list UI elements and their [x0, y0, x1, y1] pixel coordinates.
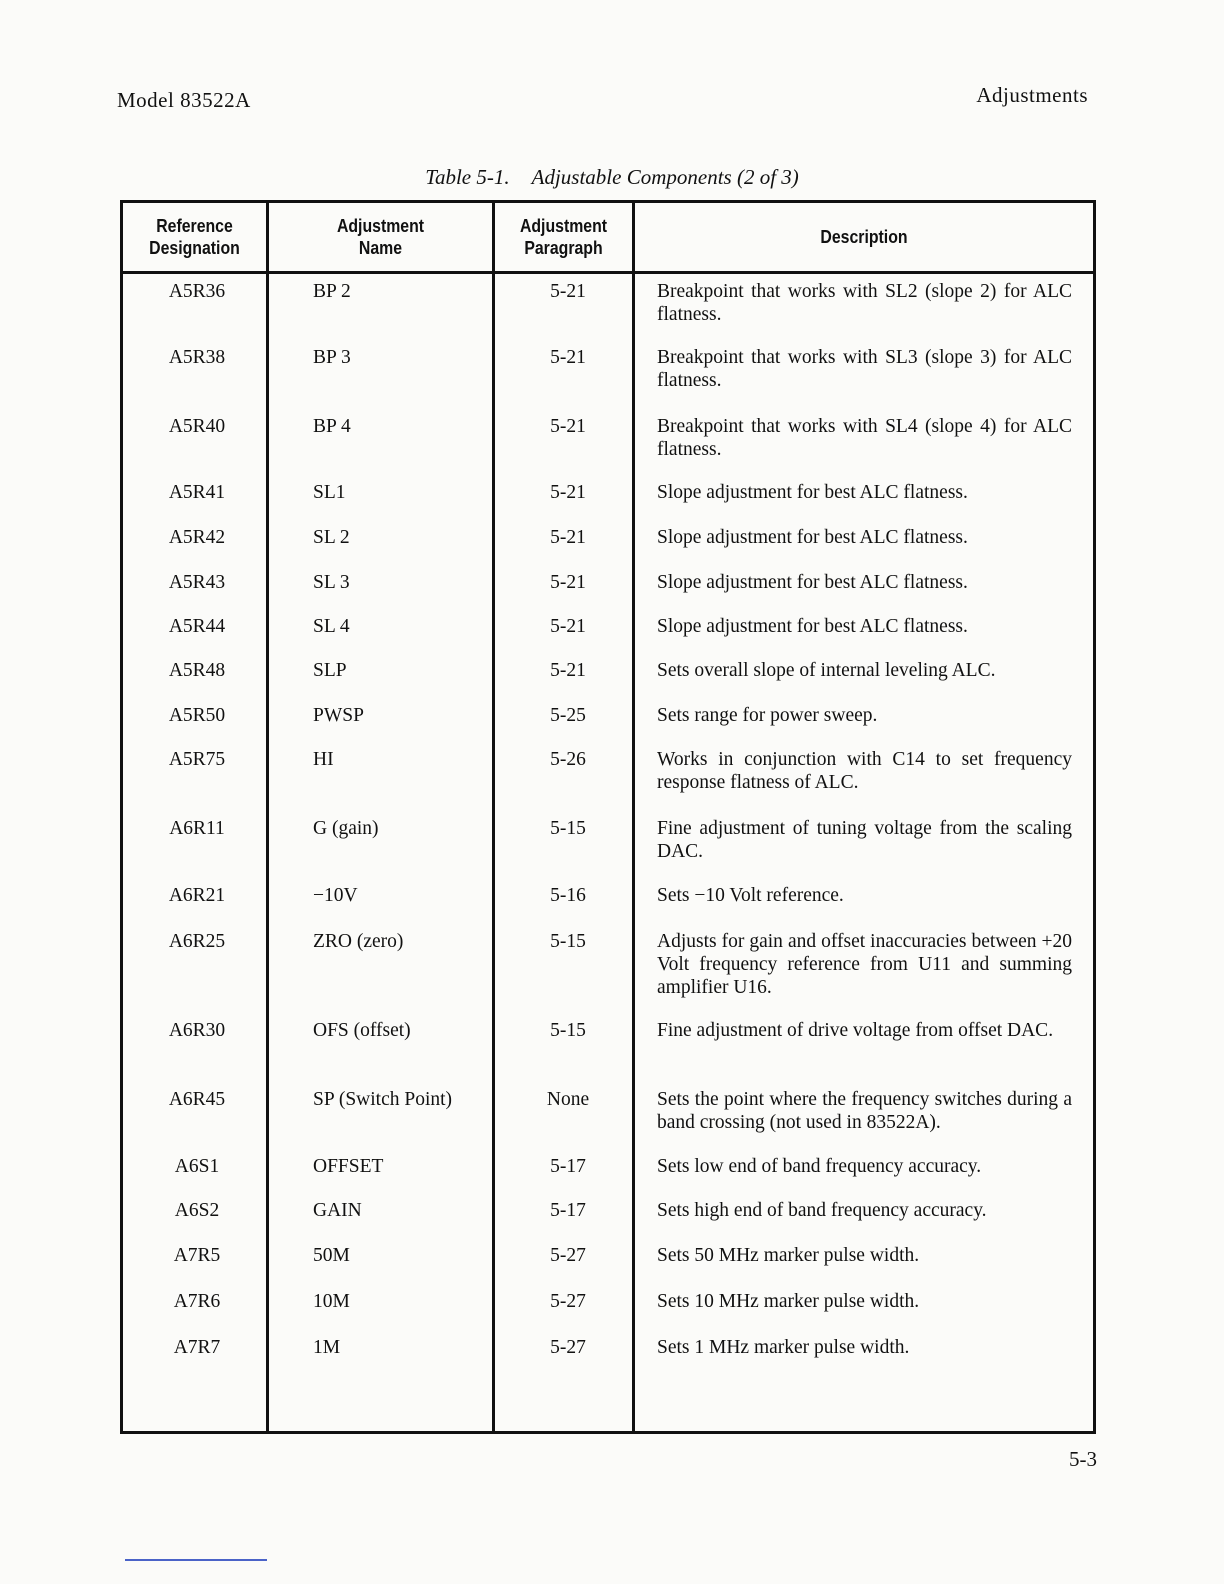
- adjustment-name-cell: SL 4: [313, 616, 350, 637]
- adjustment-paragraph-cell: 5-27: [550, 1245, 586, 1266]
- adjustment-name-cell: HI: [313, 749, 334, 770]
- description-cell: Sets 10 MHz marker pulse width.: [657, 1291, 920, 1312]
- adjustment-name-cell: 1M: [313, 1337, 341, 1358]
- adjustment-paragraph-cell: 5-27: [550, 1291, 586, 1312]
- adjustment-paragraph-cell: 5-27: [550, 1337, 586, 1358]
- reference-designation-cell: A5R44: [168, 616, 226, 637]
- reference-designation-cell: A7R7: [173, 1337, 221, 1358]
- reference-designation-cell: A6R11: [169, 818, 225, 839]
- description-cell: Sets low end of band frequency accuracy.: [657, 1156, 982, 1177]
- column-header-description: Description: [820, 227, 908, 247]
- adjustment-paragraph-cell: 5-16: [550, 885, 586, 906]
- adjustment-paragraph-cell: 5-21: [550, 527, 586, 548]
- adjustment-name-cell: PWSP: [313, 705, 364, 726]
- adjustment-name-cell: GAIN: [313, 1200, 362, 1221]
- description-cell: Slope adjustment for best ALC flatness.: [657, 616, 968, 637]
- page-number: 5-3: [1069, 1447, 1097, 1471]
- adjustment-name-cell: SL 2: [313, 527, 350, 548]
- adjustment-name-cell: SL1: [313, 482, 346, 503]
- description-cell: Fine adjustment of tuning voltage from the scaling DAC.: [657, 818, 1072, 862]
- adjustment-paragraph-cell: 5-21: [550, 482, 586, 503]
- reference-designation-cell: A5R42: [168, 527, 226, 548]
- adjustment-name-cell: 50M: [313, 1245, 350, 1266]
- adjustment-paragraph-cell: None: [546, 1089, 590, 1110]
- description-cell: Breakpoint that works with SL2 (slope 2) for ALC flatness.: [657, 281, 1072, 325]
- description-cell: Sets range for power sweep.: [657, 705, 878, 726]
- reference-designation-cell: A5R48: [168, 660, 226, 681]
- description-cell: Sets −10 Volt reference.: [657, 885, 844, 906]
- adjustment-paragraph-cell: 5-15: [550, 818, 586, 839]
- reference-designation-cell: A5R38: [168, 347, 226, 368]
- adjustment-name-cell: ZRO (zero): [313, 931, 404, 952]
- reference-designation-cell: A6S1: [174, 1156, 220, 1177]
- reference-designation-cell: A5R41: [168, 482, 226, 503]
- reference-designation-cell: A6S2: [174, 1200, 220, 1221]
- adjustment-name-cell: SL 3: [313, 572, 350, 593]
- adjustment-paragraph-cell: 5-26: [550, 749, 586, 770]
- reference-designation-cell: A5R40: [168, 416, 226, 437]
- reference-designation-cell: A6R21: [168, 885, 226, 906]
- adjustment-name-cell: BP 3: [313, 347, 351, 368]
- adjustment-name-cell: BP 2: [313, 281, 351, 302]
- model-header: Model 83522A: [117, 88, 251, 112]
- header-divider: [123, 271, 1093, 274]
- adjustment-paragraph-cell: 5-21: [550, 660, 586, 681]
- adjustment-paragraph-cell: 5-15: [550, 931, 586, 952]
- description-cell: Sets overall slope of internal leveling ALC.: [657, 660, 996, 681]
- reference-designation-cell: A6R30: [168, 1020, 226, 1041]
- description-cell: Slope adjustment for best ALC flatness.: [657, 572, 968, 593]
- adjustment-name-cell: G (gain): [313, 818, 379, 839]
- adjustment-paragraph-cell: 5-21: [550, 347, 586, 368]
- description-cell: Slope adjustment for best ALC flatness.: [657, 482, 968, 503]
- adjustment-paragraph-cell: 5-25: [550, 705, 586, 726]
- column-header-reference-designation: Reference Designation: [149, 216, 240, 258]
- column-header-adjustment-name: Adjustment Name: [336, 216, 425, 258]
- reference-designation-cell: A5R43: [168, 572, 226, 593]
- reference-designation-cell: A5R50: [168, 705, 226, 726]
- adjustment-paragraph-cell: 5-17: [550, 1156, 586, 1177]
- table-caption: [0, 165, 1224, 190]
- description-cell: Works in conjunction with C14 to set frequency response flatness of ALC.: [657, 749, 1072, 793]
- adjustment-name-cell: 10M: [313, 1291, 350, 1312]
- description-cell: Sets high end of band frequency accuracy.: [657, 1200, 987, 1221]
- reference-designation-cell: A7R5: [173, 1245, 221, 1266]
- reference-designation-cell: A6R25: [168, 931, 226, 952]
- description-cell: Sets 50 MHz marker pulse width.: [657, 1245, 920, 1266]
- description-cell: Fine adjustment of drive voltage from offset DAC.: [657, 1020, 1054, 1041]
- adjustment-paragraph-cell: 5-21: [550, 281, 586, 302]
- reference-designation-cell: A5R36: [168, 281, 226, 302]
- description-cell: Breakpoint that works with SL3 (slope 3) for ALC flatness.: [657, 347, 1072, 391]
- reference-designation-cell: A6R45: [168, 1089, 226, 1110]
- adjustment-name-cell: OFFSET: [313, 1156, 384, 1177]
- reference-designation-cell: A5R75: [168, 749, 226, 770]
- adjustment-paragraph-cell: 5-21: [550, 572, 586, 593]
- adjustment-name-cell: BP 4: [313, 416, 351, 437]
- adjustment-paragraph-cell: 5-17: [550, 1200, 586, 1221]
- adjustment-name-cell: −10V: [313, 885, 358, 906]
- adjustment-name-cell: OFS (offset): [313, 1020, 411, 1041]
- adjustable-components-table: [120, 200, 1096, 1434]
- column-divider: [492, 203, 495, 1431]
- description-cell: Breakpoint that works with SL4 (slope 4) for ALC flatness.: [657, 416, 1072, 460]
- adjustment-paragraph-cell: 5-15: [550, 1020, 586, 1041]
- table-title: Adjustable Components (2 of 3): [531, 165, 799, 189]
- adjustment-name-cell: SP (Switch Point): [313, 1089, 453, 1110]
- adjustment-paragraph-cell: 5-21: [550, 416, 586, 437]
- reference-designation-cell: A7R6: [173, 1291, 221, 1312]
- description-cell: Sets the point where the frequency switches during a band crossing (not used in 83522A).: [657, 1089, 1072, 1133]
- underline-mark: [125, 1559, 267, 1561]
- description-cell: Slope adjustment for best ALC flatness.: [657, 527, 968, 548]
- adjustment-name-cell: SLP: [313, 660, 347, 681]
- adjustment-paragraph-cell: 5-21: [550, 616, 586, 637]
- description-cell: Sets 1 MHz marker pulse width.: [657, 1337, 910, 1358]
- section-header: Adjustments: [976, 83, 1088, 107]
- column-header-adjustment-paragraph: Adjustment Paragraph: [519, 216, 608, 258]
- description-cell: Adjusts for gain and offset inaccuracies between +20 Volt frequency reference from U11 and summing amplifier U16.: [657, 931, 1072, 998]
- table-number: Table 5-1.: [425, 165, 510, 189]
